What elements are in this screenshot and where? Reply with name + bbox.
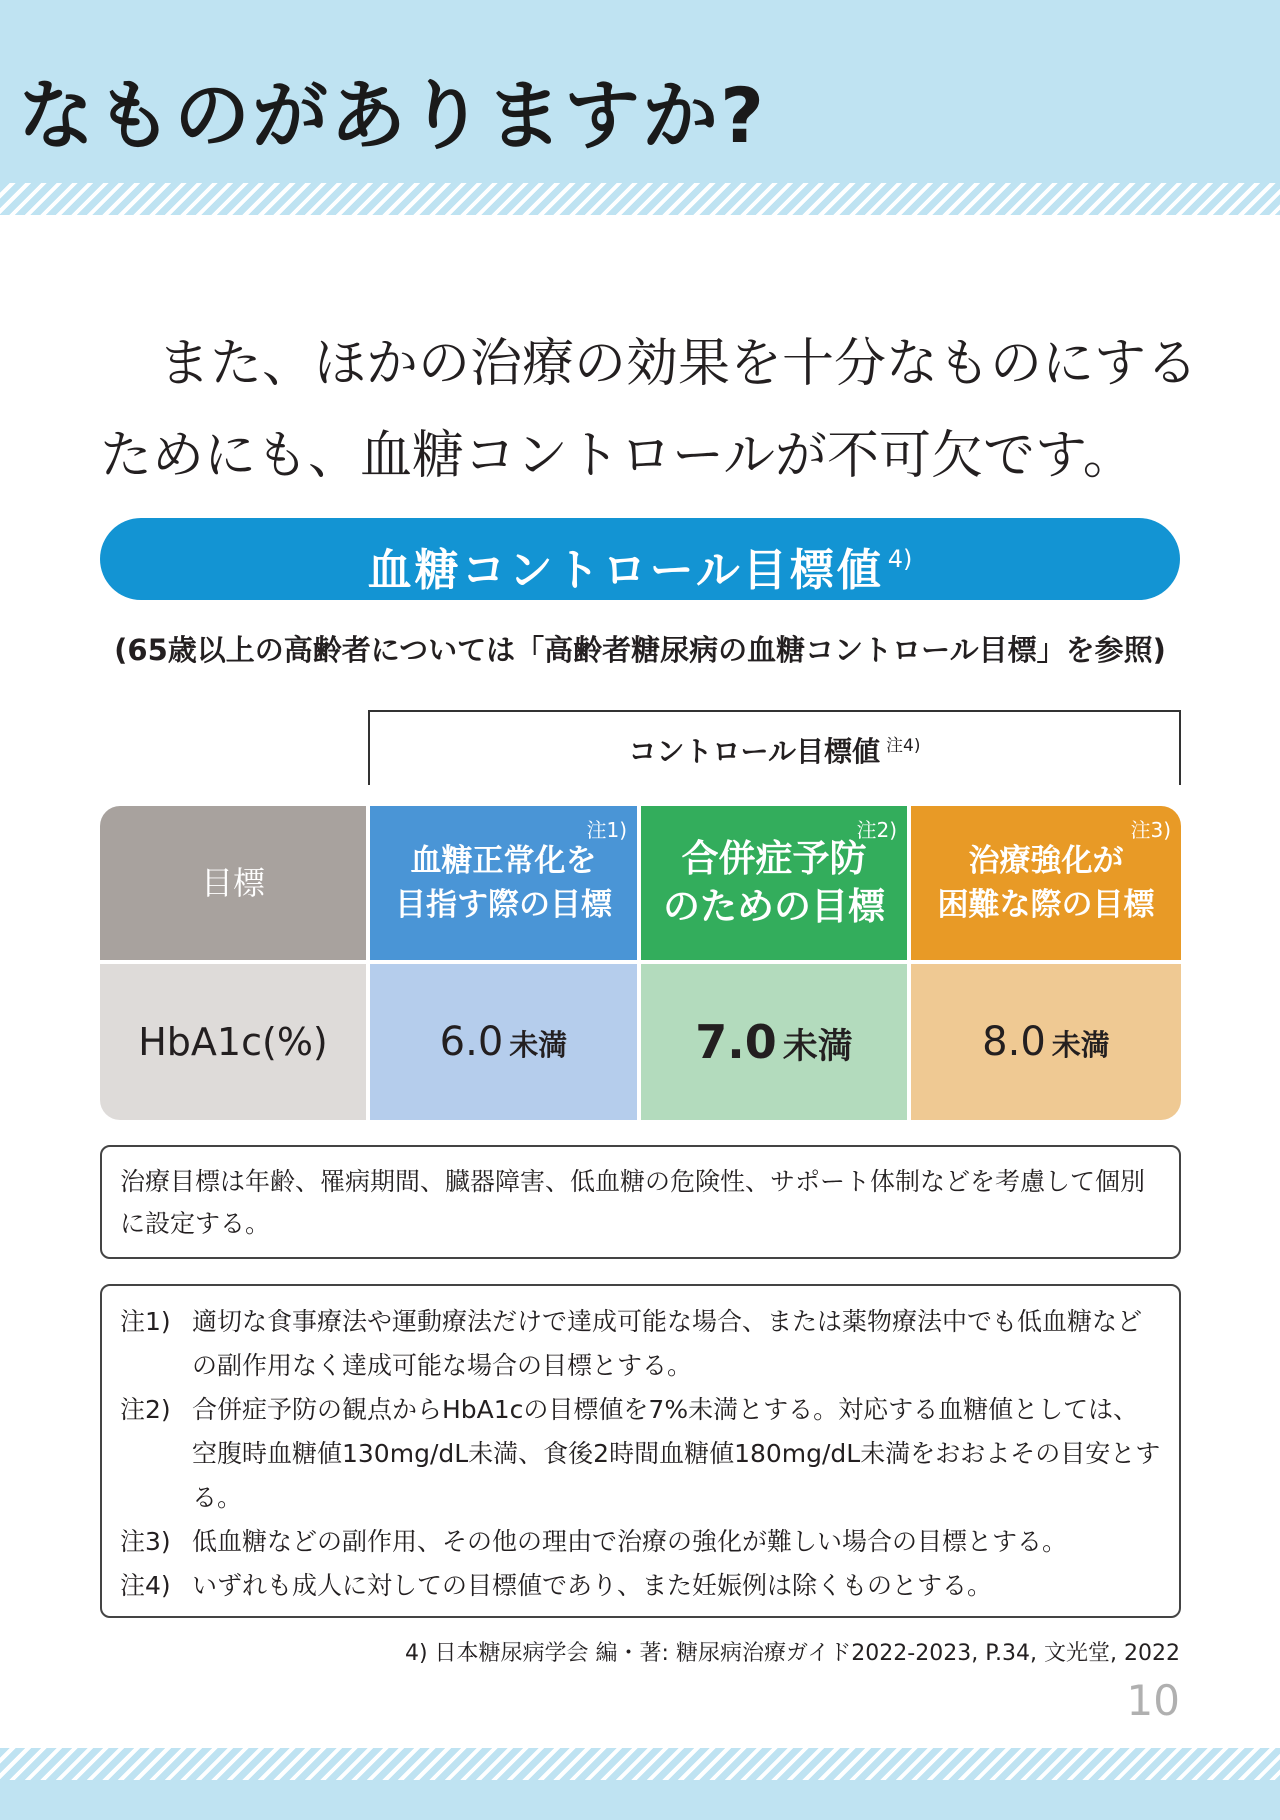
footnote-item: [120, 1388, 1161, 1520]
column-note: 注1): [586, 818, 627, 842]
value-number: 8.0: [982, 1019, 1046, 1065]
value-unit: 未満: [1051, 1028, 1110, 1062]
column-header-line-2: のための目標: [663, 885, 885, 928]
control-target-label: [370, 730, 1179, 770]
value-unit: 未満: [782, 1027, 853, 1067]
footnotes-box: [100, 1284, 1181, 1618]
value: [695, 1015, 853, 1069]
footnote-text: 適切な食事療法や運動療法だけで達成可能な場合、または薬物療法中でも低血糖などの副作用なく達成可能な場合の目標とする。: [192, 1307, 1143, 1380]
value: [440, 1019, 568, 1065]
footnote-item: [120, 1564, 1161, 1608]
value: [982, 1019, 1110, 1065]
section-title: 血糖コントロール目標値: [367, 545, 884, 596]
footnote-text: 低血糖などの副作用、その他の理由で治療の強化が難しい場合の目標とする。: [192, 1527, 1068, 1556]
column-header-normalize: [370, 806, 637, 960]
footnote-text: いずれも成人に対しての目標値であり、また妊娠例は除くものとする。: [192, 1571, 993, 1600]
value-cell: [911, 964, 1181, 1120]
footnote-key: 注2): [120, 1395, 171, 1424]
value-unit: 未満: [509, 1028, 568, 1062]
section-subnote: (65歳以上の高齢者については「高齢者糖尿病の血糖コントロール目標」を参照): [114, 633, 1166, 667]
footnote-key: 注1): [120, 1307, 171, 1336]
row-header-cell: [100, 806, 366, 960]
lead-line-2: ためにも、血糖コントロールが不可欠です。: [100, 426, 1135, 486]
guidance-box: [100, 1145, 1181, 1259]
row-header: 目標: [200, 864, 265, 902]
column-header-complication: [641, 806, 907, 960]
lead-text: [100, 318, 1200, 502]
citation: 4) 日本糖尿病学会 編・著: 糖尿病治療ガイド2022-2023, P.34, 文光堂, 2022: [404, 1641, 1180, 1666]
column-note: 注3): [1130, 818, 1171, 842]
group-label: コントロール目標値: [628, 735, 880, 768]
column-header-line-1: 合併症予防: [681, 837, 867, 880]
header-stripe: [0, 183, 1280, 215]
footnote-item: [120, 1520, 1161, 1564]
column-header-line-1: 血糖正常化を: [410, 843, 597, 879]
section-ref: 4): [887, 545, 913, 573]
section-title-pill: [100, 518, 1180, 600]
row-label: HbA1c(%): [138, 1020, 328, 1064]
page-title: なものがありますか?: [18, 71, 767, 160]
footnote-key: 注4): [120, 1571, 171, 1600]
value-number: 6.0: [439, 1019, 504, 1065]
column-header-line-2: 困難な際の目標: [937, 887, 1155, 923]
value-cell: [370, 964, 637, 1120]
column-header-line-1: 治療強化が: [968, 843, 1124, 879]
footer-band: [0, 1780, 1280, 1820]
footnote-item: [120, 1300, 1161, 1388]
column-header-line-2: 目指す際の目標: [395, 887, 612, 923]
footer-stripe: [0, 1748, 1280, 1780]
footnote-text: 合併症予防の観点からHbA1cの目標値を7%未満とする。対応する血糖値としては、空腹時血糖値130mg/dL未満、食後2時間血糖値180mg/dL未満をおおよその目安とする。: [192, 1395, 1161, 1512]
value-cell: [641, 964, 907, 1120]
control-target-bracket: [368, 710, 1181, 785]
page-number: 10: [1126, 1676, 1180, 1725]
group-note: 注4): [886, 736, 921, 756]
column-header-difficult: [911, 806, 1181, 960]
column-note: 注2): [856, 818, 897, 842]
row-label-cell: [100, 964, 366, 1120]
footnote-key: 注3): [120, 1527, 171, 1556]
lead-line-1: また、ほかの治療の効果を十分なものにする: [158, 334, 1199, 394]
target-table: [100, 806, 1181, 1120]
guidance-text: 治療目標は年齢、罹病期間、臓器障害、低血糖の危険性、サポート体制などを考慮して個別に設定する。: [120, 1167, 1146, 1238]
value-number: 7.0: [695, 1015, 777, 1069]
